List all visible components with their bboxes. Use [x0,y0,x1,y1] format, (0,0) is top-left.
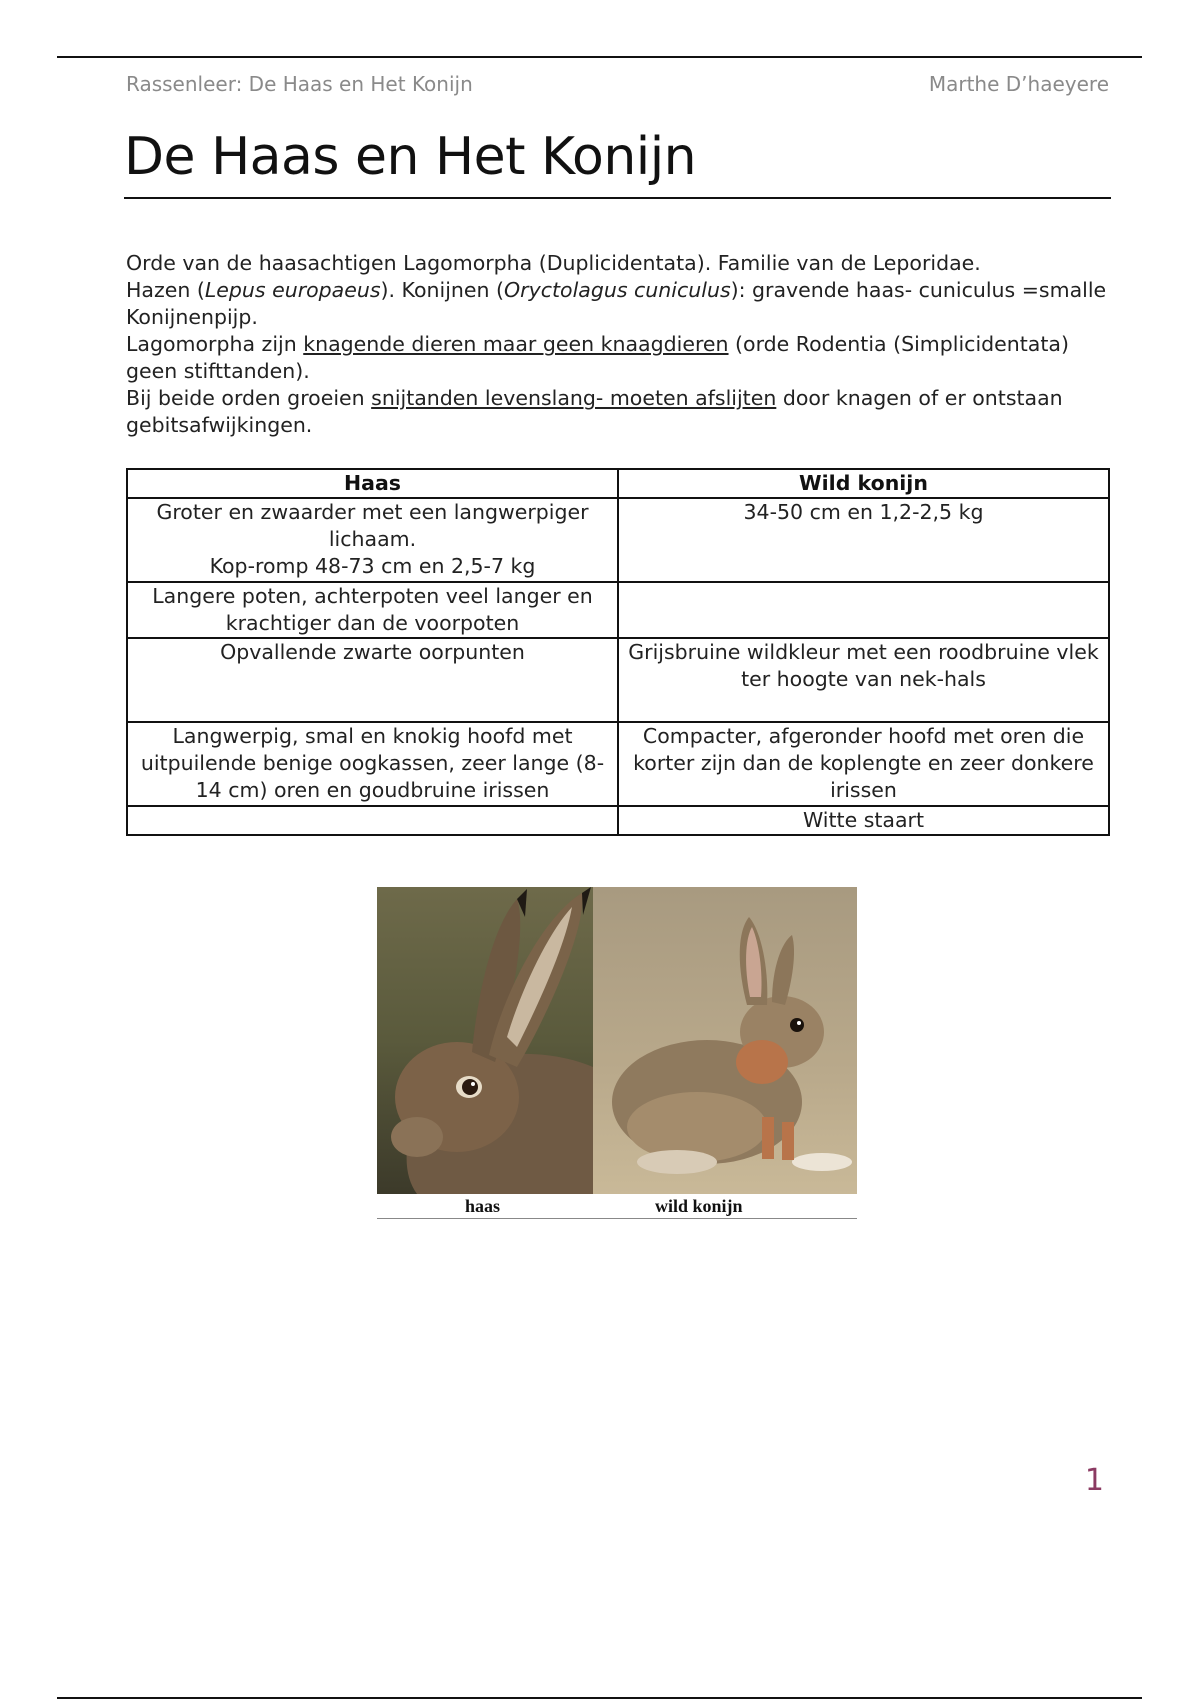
intro-text [126,250,1116,439]
running-header-title: Rassenleer: De Haas en Het Konijn [126,72,473,96]
table-row [127,638,1109,722]
intro-text-run: door knagen of er ontstaan gebitsafwijkingen. [126,386,1063,437]
hare-rabbit-photo [377,887,857,1194]
intro-text-run: Hazen ( [126,278,205,302]
intro-paragraph-3 [126,331,1116,385]
page-number: 1 [1084,1463,1104,1498]
intro-paragraph-1: Orde van de haasachtigen Lagomorpha (Duplicidentata). Familie van de Leporidae. [126,251,981,275]
table-row [127,806,1109,835]
table-row [127,498,1109,582]
column-header-wild-konijn: Wild konijn [618,469,1109,498]
comparison-table [126,468,1110,836]
caption-wild-konijn: wild konijn [655,1196,743,1216]
intro-text-run: (orde Rodentia (Simplicidentata) geen stifttanden). [126,332,1069,383]
table-row [127,582,1109,638]
page-title: De Haas en Het Konijn [124,127,697,187]
underlined-phrase: snijtanden levenslang- moeten afslijten [371,386,777,410]
table-cell-konijn: Compacter, afgeronder hoofd met oren die korter zijn dan de koplengte en zeer donkere irissen [618,722,1109,806]
table-cell-konijn: Grijsbruine wildkleur met een roodbruine vlek ter hoogte van nek-hals [618,638,1109,722]
intro-text-run: Bij beide orden groeien [126,386,372,410]
intro-paragraph-2 [126,277,1116,331]
table-cell-haas: Langwerpig, smal en knokig hoofd met uitpuilende benige oogkassen, zeer lange (8-14 cm) oren en goudbruine irissen [127,722,618,806]
underlined-phrase: knagende dieren maar geen knaagdieren [303,332,729,356]
bottom-rule [57,1697,1142,1699]
table-row [127,722,1109,806]
table-cell-konijn: 34-50 cm en 1,2-2,5 kg [618,498,1109,582]
cell-line: Kop-romp 48-73 cm en 2,5-7 kg [209,554,536,578]
table-cell-haas [127,806,618,835]
cell-line: Groter en zwaarder met een langwerpiger lichaam. [156,500,589,551]
top-rule [57,56,1142,58]
intro-text-run: ). Konijnen ( [380,278,505,302]
table-cell-konijn: Witte staart [618,806,1109,835]
running-header-author: Marthe D’haeyere [928,72,1109,96]
wild-rabbit-photo [593,887,857,1194]
intro-text-run: ): gravende haas- cuniculus =smalle Konijnenpijp. [126,278,1107,329]
title-underline [124,197,1111,199]
hare-rabbit-photo-figure [377,887,857,1219]
table-cell-haas [127,498,618,582]
column-header-haas: Haas [127,469,618,498]
species-name-rabbit: Oryctolagus cuniculus [504,278,731,302]
hare-photo [377,887,593,1194]
table-header-row [127,469,1109,498]
intro-text-run: Lagomorpha zijn [126,332,304,356]
caption-haas: haas [465,1196,501,1216]
figure-rule [377,1218,857,1219]
table-cell-konijn [618,582,1109,638]
table-cell-haas: Opvallende zwarte oorpunten [127,638,618,722]
intro-paragraph-4 [126,385,1116,439]
table-cell-haas: Langere poten, achterpoten veel langer en krachtiger dan de voorpoten [127,582,618,638]
species-name-hare: Lepus europaeus [204,278,381,302]
